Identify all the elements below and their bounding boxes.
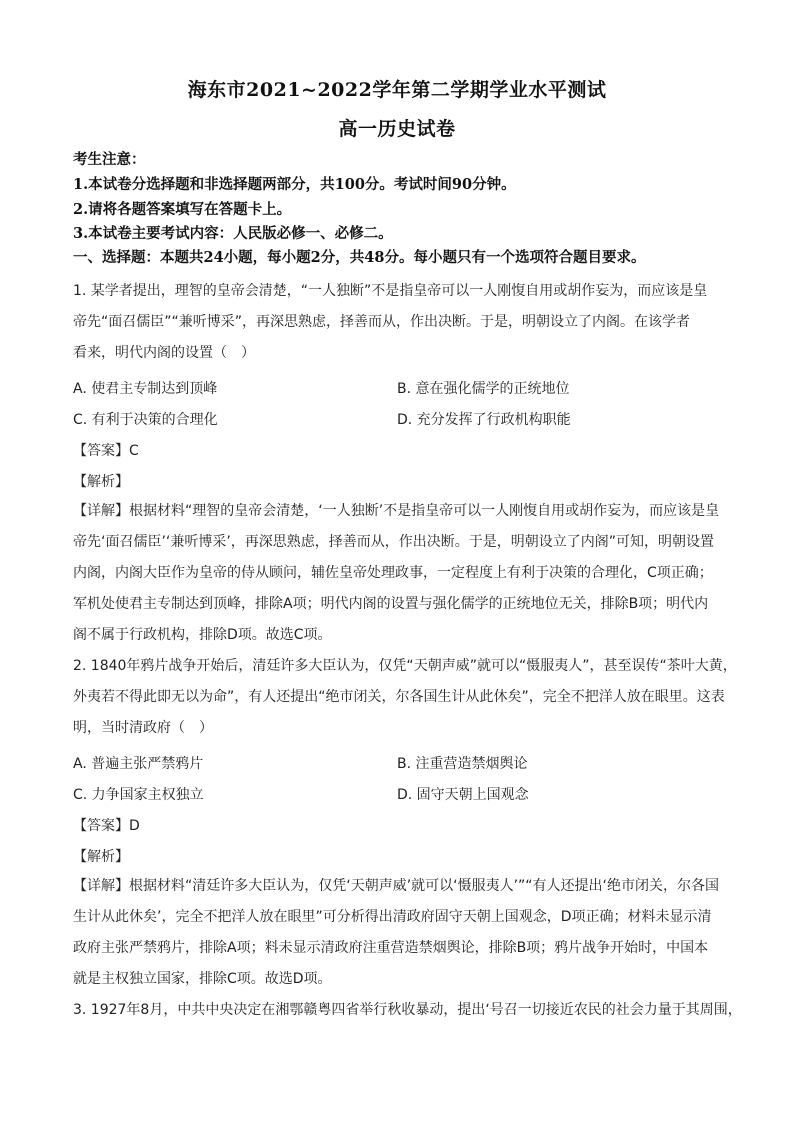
detail-line: 阁不属于行政机构，排除D项。故选C项。 <box>73 627 332 643</box>
question-2-stem <box>73 651 737 744</box>
question-1-answer: 【答案】C <box>73 443 139 459</box>
question-1-option-d: D. 充分发挥了行政机构职能 <box>397 412 571 428</box>
question-2-option-b: B. 注重营造禁烟舆论 <box>397 756 528 772</box>
notice-item: 3.本试卷主要考试内容：人民版必修一、必修二。 <box>73 225 393 242</box>
question-1-option-b: B. 意在强化儒学的正统地位 <box>397 381 570 397</box>
question-1-detail <box>73 496 725 651</box>
detail-line: 【详解】根据材料“清廷许多大臣认为，仅凭‘天朝声威’就可以‘慑服夷人’”“有人还提出‘绝市闭关，尔各国 <box>73 878 720 894</box>
notice-item: 2.请将各题答案填写在答题卡上。 <box>73 201 292 218</box>
notice-item: 1.本试卷分选择题和非选择题两部分，共100分。考试时间90分钟。 <box>73 176 516 193</box>
question-line: 帝先“面召儒臣”“兼听博采”，再深思熟虑，择善而从，作出决断。于是，明朝设立了内阁。在该学者 <box>73 314 691 330</box>
question-2-option-a: A. 普遍主张严禁鸦片 <box>73 756 204 772</box>
question-2-detail <box>73 871 725 995</box>
exam-title: 海东市2021~2022学年第二学期学业水平测试 <box>187 79 607 101</box>
detail-line: 军机处使君主专制达到顶峰，排除A项；明代内阁的设置与强化儒学的正统地位无关，排除B项；明代内 <box>73 596 709 612</box>
question-3-stem <box>73 995 742 1026</box>
question-line: 明，当时清政府（ ） <box>73 720 213 736</box>
question-2-option-c: C. 力争国家主权独立 <box>73 787 204 803</box>
question-1-stem <box>73 276 725 369</box>
question-line: 2. 1840年鸦片战争开始后，清廷许多大臣认为，仅凭“天朝声威”就可以“慑服夷人”，甚至误传“茶叶大黄， <box>73 658 737 674</box>
question-line: 3. 1927年8月，中共中央决定在湘鄂赣粤四省举行秋收暴动，提出‘号召一切接近农民的社会力量于其周围， <box>73 1002 742 1018</box>
detail-line: 生计从此休矣’，完全不把洋人放在眼里”可分析得出清政府固守天朝上国观念，D项正确；材料未显示清 <box>73 909 712 925</box>
detail-line: 就是主权独立国家，排除C项。故选D项。 <box>73 971 332 987</box>
question-2-option-d: D. 固守天朝上国观念 <box>397 787 529 803</box>
exam-subtitle: 高一历史试卷 <box>338 118 456 140</box>
notice-heading: 考生注意： <box>73 151 146 168</box>
question-line: 看来，明代内阁的设置（ ） <box>73 345 255 361</box>
question-2-analysis-label: 【解析】 <box>73 849 129 865</box>
detail-line: 政府主张严禁鸦片，排除A项；料未显示清政府注重营造禁烟舆论，排除B项；鸦片战争开始时，中国本 <box>73 940 709 956</box>
question-line: 外夷若不得此即无以为命”，有人还提出“绝市闭关，尔各国生计从此休矣”，完全不把洋人放在眼里。这表 <box>73 689 725 705</box>
question-1-option-a: A. 使君主专制达到顶峰 <box>73 381 218 397</box>
detail-line: 帝先‘面召儒臣’‘兼听博采’，再深思熟虑，择善而从，作出决断。于是，明朝设立了内阁”可知，明朝设置 <box>73 534 715 550</box>
question-1-option-c: C. 有利于决策的合理化 <box>73 412 218 428</box>
question-1-analysis-label: 【解析】 <box>73 474 129 490</box>
detail-line: 【详解】根据材料“理智的皇帝会清楚，‘一人独断’不是指皇帝可以一人刚愎自用或胡作妄为，而应该是皇 <box>73 503 720 519</box>
section-heading: 一、选择题：本题共24小题，每小题2分，共48分。每小题只有一个选项符合题目要求。 <box>73 249 646 266</box>
question-2-answer: 【答案】D <box>73 818 140 834</box>
detail-line: 内阁，内阁大臣作为皇帝的侍从顾问，辅佐皇帝处理政事，一定程度上有利于决策的合理化，C项正确； <box>73 565 713 581</box>
question-line: 1. 某学者提出，理智的皇帝会清楚，“一人独断”不是指皇帝可以一人刚愎自用或胡作妄为，而应该是皇 <box>73 283 708 299</box>
